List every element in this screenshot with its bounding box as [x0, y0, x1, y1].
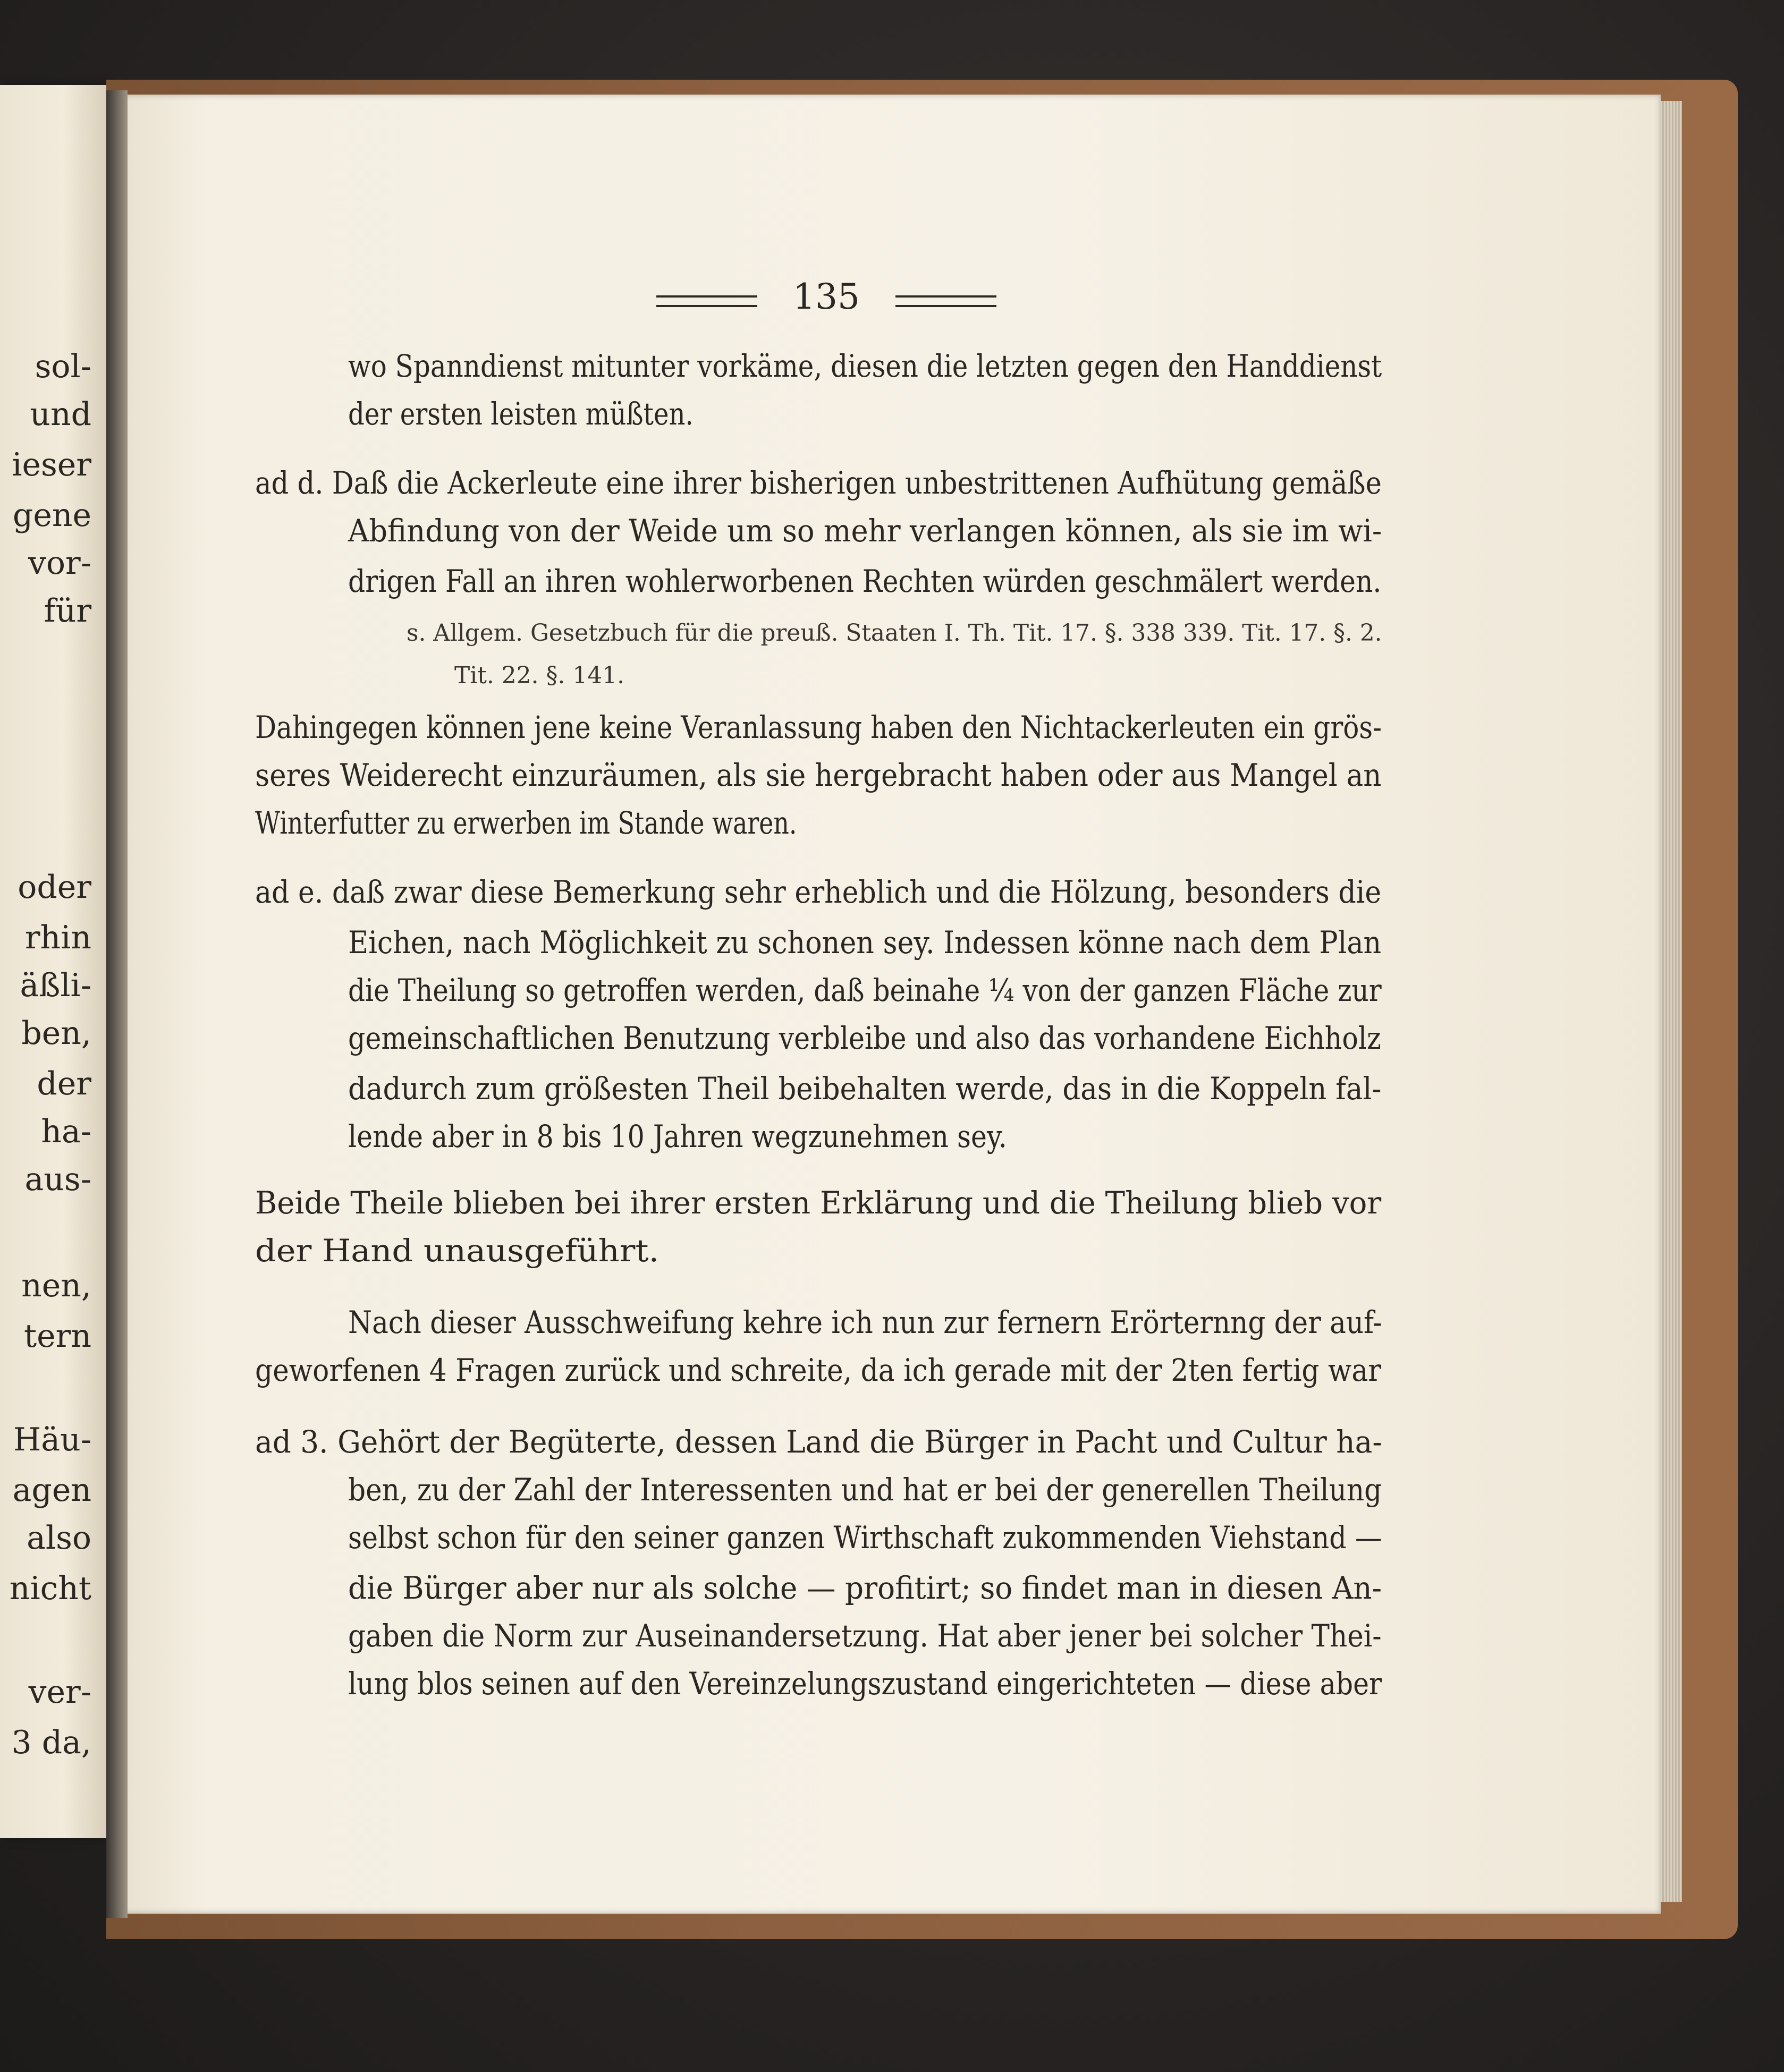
text-line: lung blos seinen auf den Vereinzelungszustand eingerichteten — diese aber: [348, 1666, 1382, 1702]
text-line: Nach dieser Ausschweifung kehre ich nun zur fernern Erörternng der auf-: [348, 1304, 1382, 1340]
left-page-fragment: agen: [12, 1472, 91, 1509]
left-page-fragment: oder: [18, 869, 91, 906]
header-rule-right: [895, 295, 996, 307]
left-page-fragment: Häu-: [13, 1421, 91, 1458]
left-page-fragment: für: [44, 592, 91, 630]
text-line: wo Spanndienst mitunter vorkäme, diesen die letzten gegen den Handdienst: [348, 348, 1382, 384]
text-line: Beide Theile blieben bei ihrer ersten Erklärung und die Theilung blieb vor: [255, 1185, 1382, 1221]
text-line: drigen Fall an ihren wohlerworbenen Rechten würden geschmälert werden.: [348, 563, 1382, 599]
left-page-fragment: vor-: [28, 545, 91, 582]
text-line: dadurch zum größesten Theil beibehalten werde, das in die Koppeln fal-: [348, 1071, 1382, 1107]
left-page-fragment: ver-: [28, 1674, 91, 1711]
left-page-fragment: 3 da,: [11, 1724, 91, 1761]
text-line: lende aber in 8 bis 10 Jahren wegzunehmen sey.: [348, 1118, 1007, 1154]
text-line: Dahingegen können jene keine Veranlassung haben den Nichtackerleuten ein grös-: [255, 709, 1382, 745]
page-edges: [1661, 101, 1682, 1902]
left-page-fragment: gene: [12, 497, 91, 534]
text-line: der Hand unausgeführt.: [255, 1233, 660, 1269]
text-line: ad d. Daß die Ackerleute eine ihrer bisherigen unbestrittenen Aufhütung gemäße: [255, 465, 1382, 501]
left-page-fragment: der: [37, 1065, 91, 1102]
text-line: ad 3. Gehört der Begüterte, dessen Land die Bürger in Pacht und Cultur ha-: [255, 1424, 1382, 1460]
text-line: die Theilung so getroffen werden, daß beinahe ¼ von der ganzen Fläche zur: [348, 972, 1382, 1008]
left-page-fragment: und: [30, 396, 91, 433]
left-page-fragment: aus-: [24, 1161, 91, 1198]
text-line: der ersten leisten müßten.: [348, 396, 694, 432]
left-page-fragment: äßli-: [20, 967, 91, 1004]
left-page-fragment: sol-: [35, 348, 91, 385]
text-line: geworfenen 4 Fragen zurück und schreite, da ich gerade mit der 2ten fertig war: [255, 1352, 1382, 1388]
text-line: seres Weiderecht einzuräumen, als sie hergebracht haben oder aus Mangel an: [255, 757, 1382, 793]
left-page: [0, 85, 106, 1838]
text-line: gaben die Norm zur Auseinandersetzung. Hat aber jener bei solcher Thei-: [348, 1618, 1382, 1654]
left-page-fragment: ben,: [21, 1015, 91, 1052]
left-page-fragment: also: [27, 1519, 91, 1557]
left-page-fragment: nen,: [21, 1267, 91, 1304]
text-line: Eichen, nach Möglichkeit zu schonen sey. Indessen könne nach dem Plan: [348, 924, 1382, 961]
page-number: 135: [793, 276, 860, 317]
left-page-fragment: tern: [24, 1318, 91, 1355]
text-line: Winterfutter zu erwerben im Stande waren.: [255, 805, 797, 841]
gutter-shadow: [106, 90, 128, 1918]
text-line: ben, zu der Zahl der Interessenten und hat er bei der generellen Theilung: [348, 1472, 1382, 1508]
left-page-fragment: rhin: [24, 919, 91, 956]
footnote-line: Tit. 22. §. 141.: [454, 662, 625, 689]
left-page-fragment: ha-: [41, 1113, 91, 1150]
text-line: selbst schon für den seiner ganzen Wirthschaft zukommenden Viehstand —: [348, 1519, 1382, 1556]
text-line: ad e. daß zwar diese Bemerkung sehr erheblich und die Hölzung, besonders die: [255, 874, 1382, 910]
page-header: [656, 276, 996, 319]
text-line: die Bürger aber nur als solche — profitirt; so findet man in diesen An-: [348, 1570, 1382, 1606]
left-page-fragment: ieser: [12, 446, 91, 483]
left-page-fragment: nicht: [9, 1570, 91, 1607]
text-line: gemeinschaftlichen Benutzung verbleibe und also das vorhandene Eichholz: [348, 1020, 1381, 1056]
footnote-line: s. Allgem. Gesetzbuch für die preuß. Staaten I. Th. Tit. 17. §. 338 339. Tit. 17. §. 2.: [407, 619, 1382, 647]
text-line: Abfindung von der Weide um so mehr verlangen können, als sie im wi-: [348, 513, 1382, 549]
